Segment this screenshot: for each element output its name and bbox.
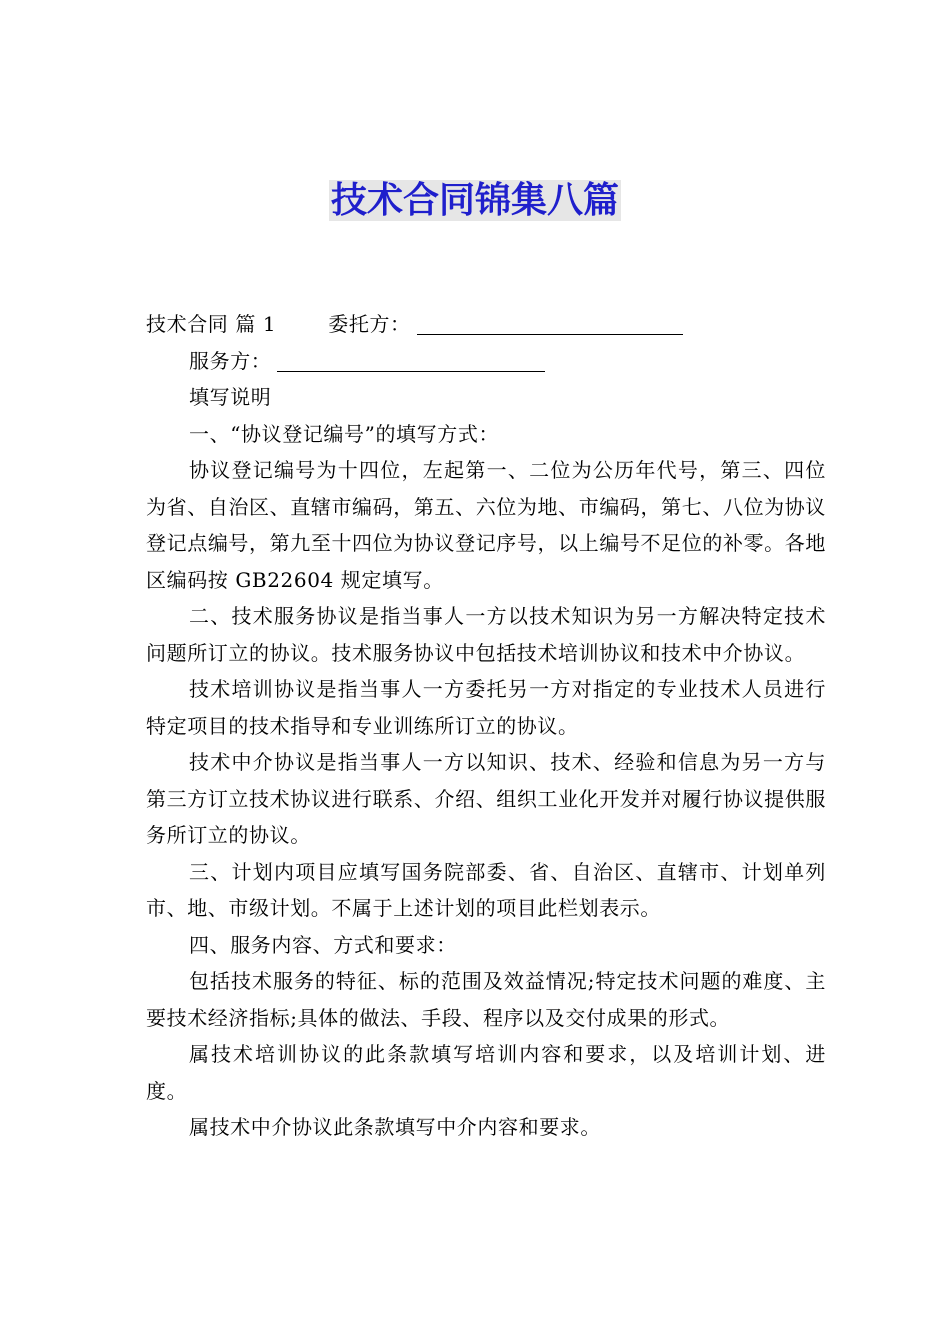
paragraph-training-agreement: 技术培训协议是指当事人一方委托另一方对指定的专业技术人员进行特定项目的技术指导和专业训练所订立的协议。 <box>146 677 826 738</box>
paragraph-training-clause: 属技术培训协议的此条款填写培训内容和要求，以及培训计划、进度。 <box>146 1042 826 1103</box>
paragraph-service-content: 包括技术服务的特征、标的范围及效益情况;特定技术问题的难度、主要技术经济指标;具体的做法、手段、程序以及交付成果的形式。 <box>146 969 826 1030</box>
header-line <box>146 306 826 343</box>
paragraph-section-1-heading: 一、“协议登记编号”的填写方式： <box>189 421 500 446</box>
paragraph-section-4-heading: 四、服务内容、方式和要求： <box>189 932 457 957</box>
paragraph-fill-instructions: 填写说明 <box>189 385 272 409</box>
contract-heading: 技术合同 篇 1 <box>146 312 277 336</box>
paragraph-registration-number: 协议登记编号为十四位，左起第一、二位为公历年代号，第三、四位为省、自治区、直辖市编码，第五、六位为地、市编码，第七、八位为协议登记点编号，第九至十四位为协议登记序号，以上编号不足位的补零。各地区编码按 GB22604 规定填写。 <box>146 458 826 592</box>
paragraph-intermediary-clause: 属技术中介协议此条款填写中介内容和要求。 <box>189 1115 601 1139</box>
client-blank-field[interactable] <box>417 312 683 335</box>
provider-line <box>146 343 826 380</box>
provider-blank-field[interactable] <box>277 349 545 372</box>
paragraph-planned-projects: 三、计划内项目应填写国务院部委、省、自治区、直辖市、计划单列市、地、市级计划。不属于上述计划的项目此栏划表示。 <box>146 859 826 920</box>
provider-label: 服务方： <box>189 348 272 373</box>
client-label: 委托方： <box>328 312 411 336</box>
paragraph-service-agreement: 二、技术服务协议是指当事人一方以技术知识为另一方解决特定技术问题所订立的协议。技术服务协议中包括技术培训协议和技术中介协议。 <box>146 604 826 665</box>
document-title: 技术合同锦集八篇 <box>330 180 619 221</box>
document-body <box>146 306 826 1146</box>
paragraph-intermediary-agreement: 技术中介协议是指当事人一方以知识、技术、经验和信息为另一方与第三方订立技术协议进行联系、介绍、组织工业化开发并对履行协议提供服务所订立的协议。 <box>146 750 826 847</box>
